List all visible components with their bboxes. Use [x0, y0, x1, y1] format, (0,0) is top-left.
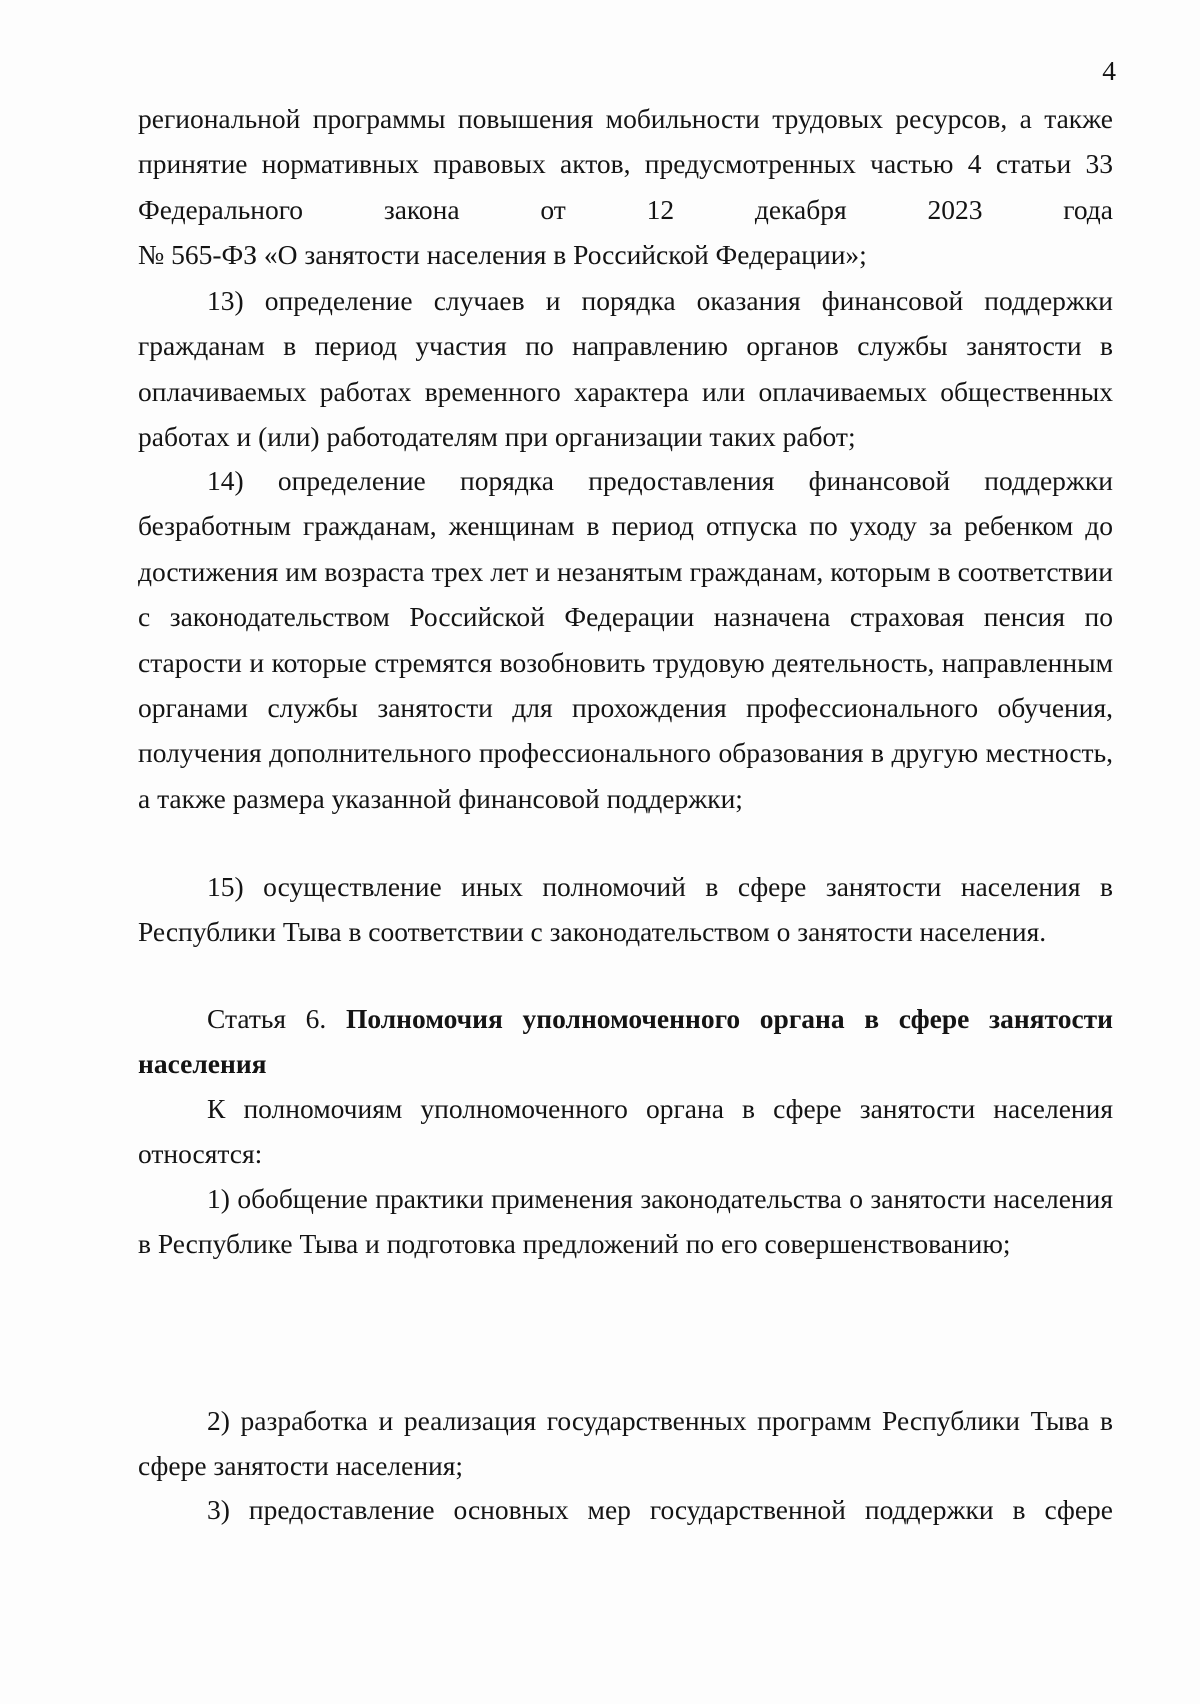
text-line: региональной программы повышения мобильности трудовых ресурсов, а также	[138, 103, 1113, 134]
text-line: 3) предоставление основных мер государственной поддержки в сфере	[207, 1494, 1113, 1525]
article-item-3	[138, 1487, 1113, 1532]
paragraph-continuation	[138, 96, 1113, 278]
text-line: Федерального закона от 12 декабря 2023 года	[138, 193, 1113, 225]
article-title: Полномочия уполномоченного органа в сфере занятости населения	[138, 1003, 1114, 1080]
paragraph-item-13: 13) определение случаев и порядка оказания финансовой поддержки гражданам в период участия по направлению органов службы занятости в оплачиваемых работах временного характера или оплачиваемых общественных работах и (или) работодателям при организации таких работ;	[138, 285, 1113, 453]
article-item-2: 2) разработка и реализация государственных программ Республики Тыва в сфере занятости населения;	[138, 1405, 1113, 1482]
paragraph-item-14: 14) определение порядка предоставления финансовой поддержки безработным гражданам, женщинам в период отпуска по уходу за ребенком до достижения им возраста трех лет и незанятым гражданам, которым в соответствии с законодательством Российской Федерации назначена страховая пенсия по старости и которые стремятся возобновить трудовую деятельность, направленным органами службы занятости для прохождения профессионального обучения, получения дополнительного профессионального образования в другую местность, а также размера указанной финансовой поддержки;	[138, 465, 1113, 814]
page-number: 4	[1102, 55, 1116, 86]
paragraph-item-15: 15) осуществление иных полномочий в сфере занятости населения в Республики Тыва в соответствии с законодательством о занятости населения.	[138, 871, 1113, 948]
article-prefix: Статья 6.	[207, 1003, 346, 1034]
text-line: принятие нормативных правовых актов, предусмотренных частью 4 статьи 33	[138, 148, 1113, 180]
article-heading	[138, 996, 1113, 1087]
text-line: № 565-ФЗ «О занятости населения в Российской Федерации»;	[138, 239, 867, 271]
article-intro: К полномочиям уполномоченного органа в сфере занятости населения относятся:	[138, 1093, 1113, 1170]
article-item-1: 1) обобщение практики применения законодательства о занятости населения в Республике Тыва и подготовка предложений по его совершенствованию;	[138, 1183, 1113, 1260]
